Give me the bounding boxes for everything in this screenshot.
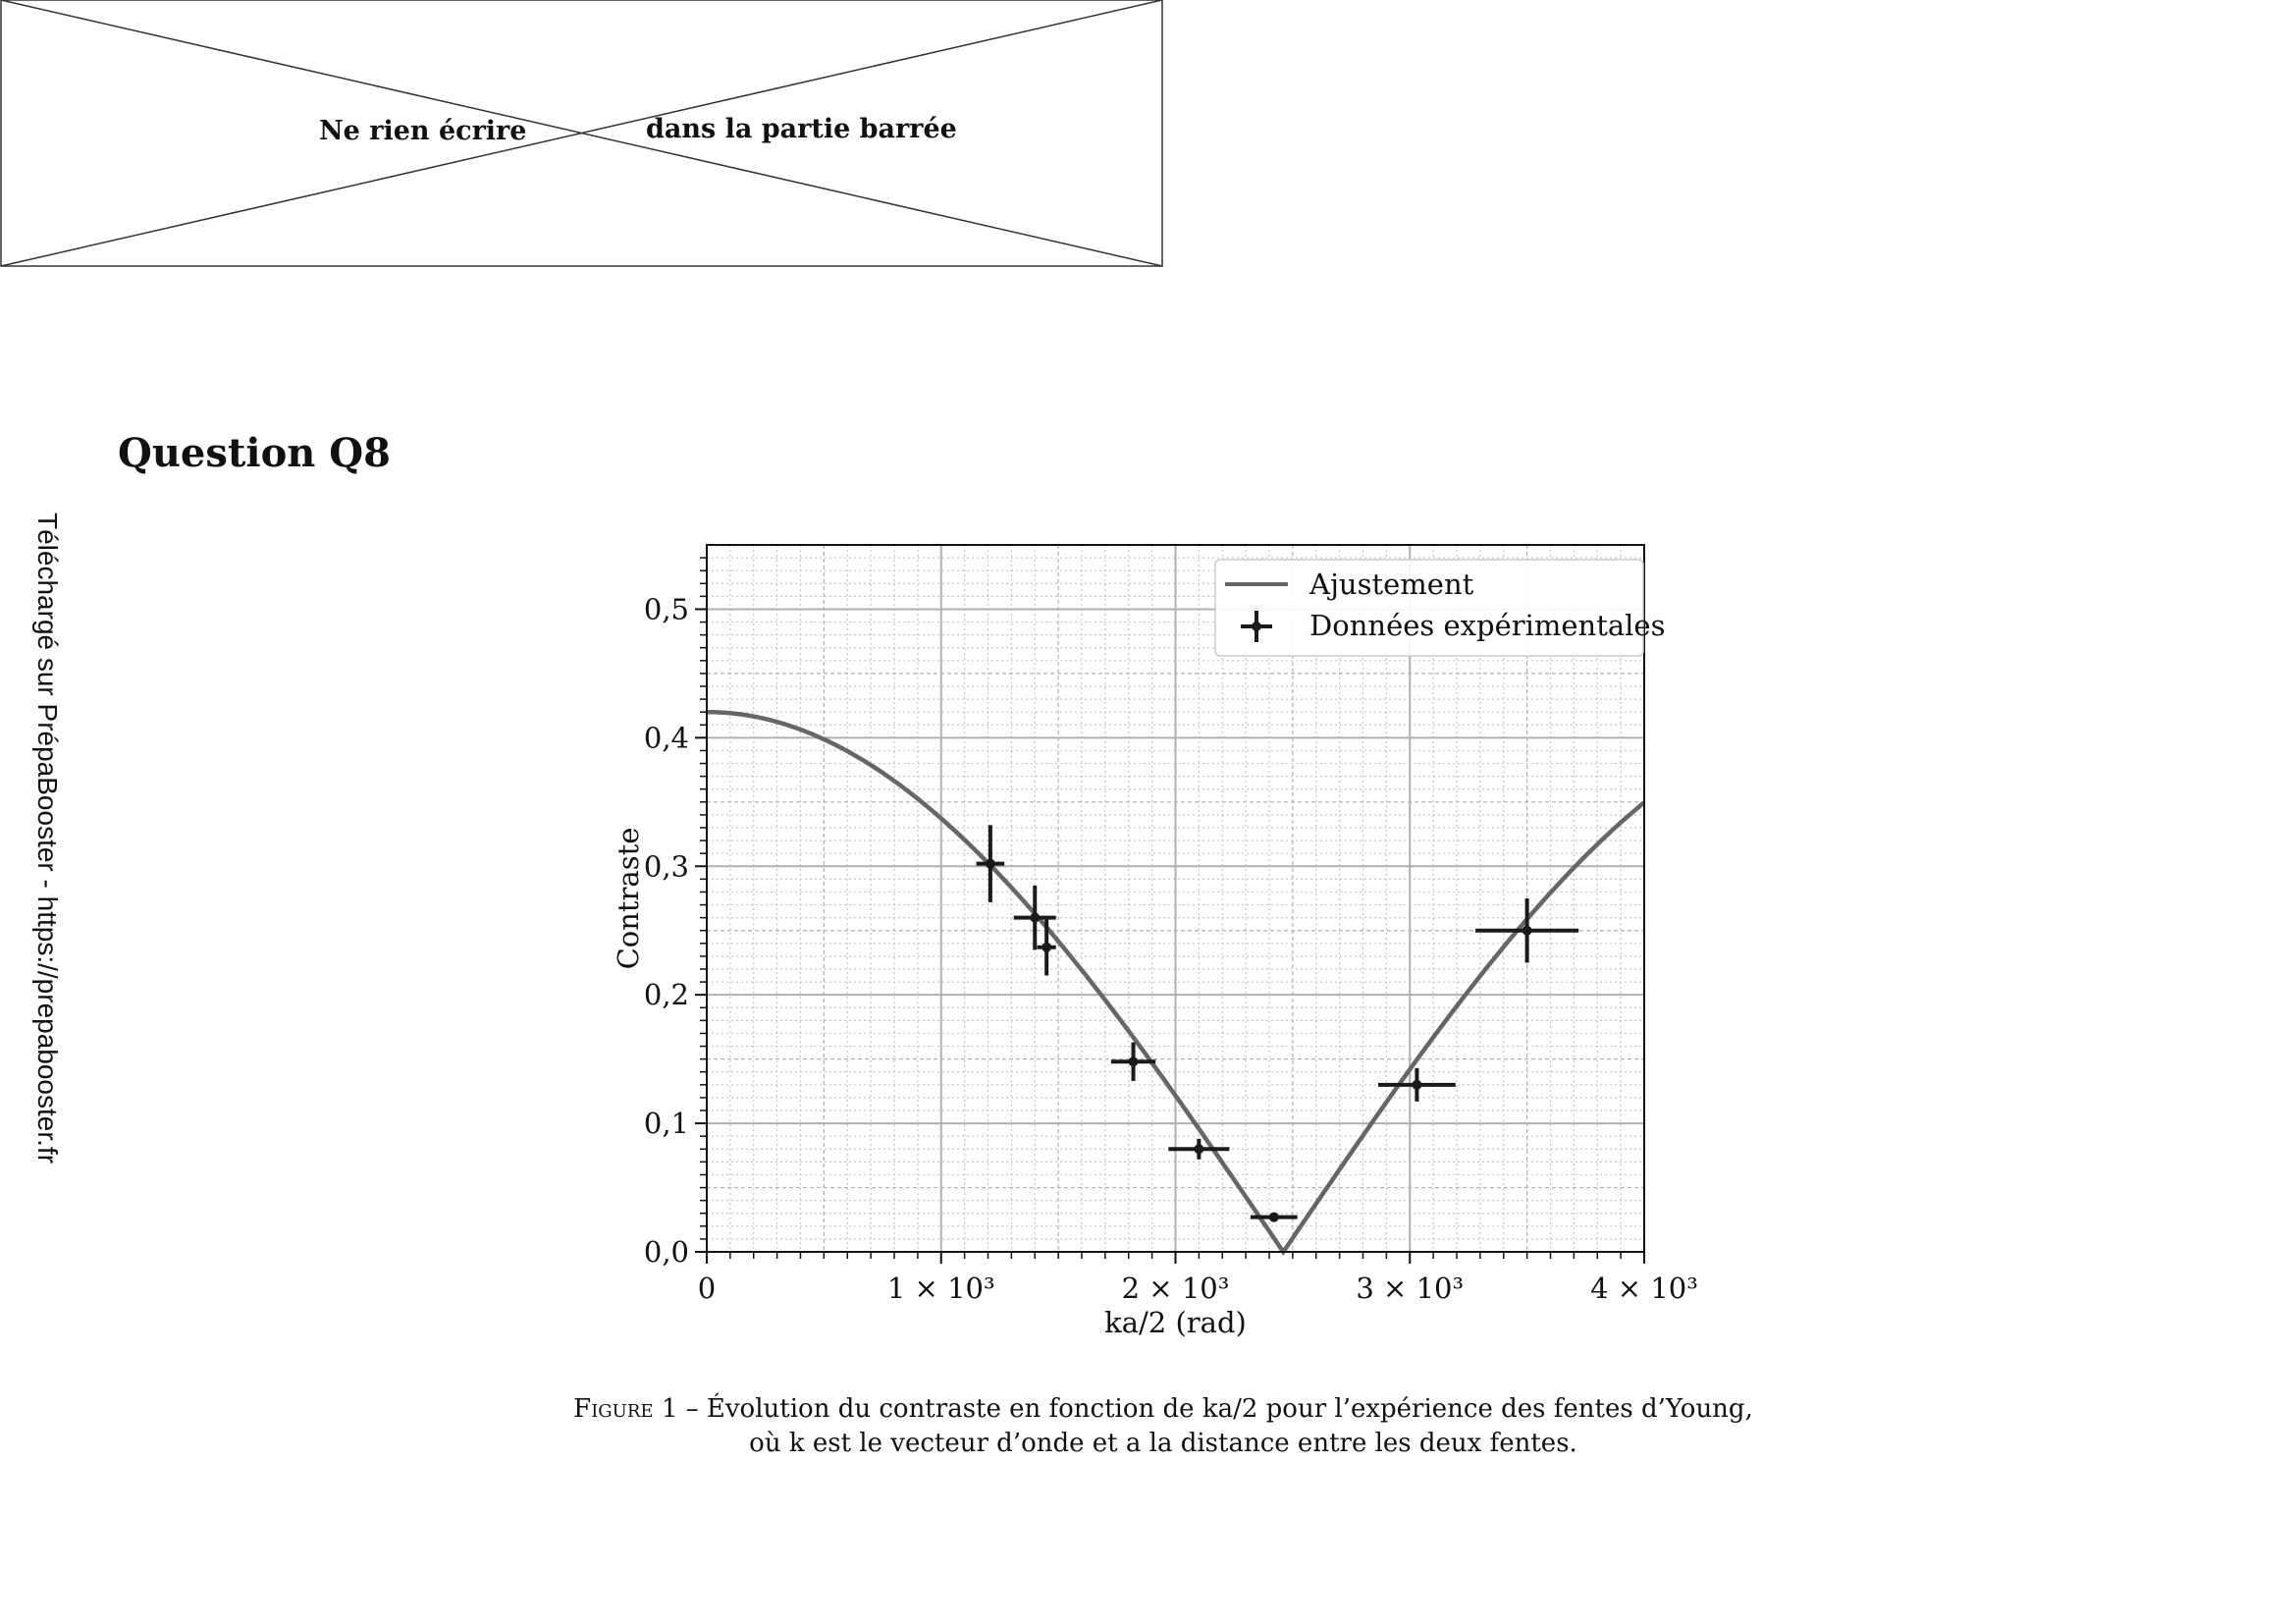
y-tick-label: 0,1: [643, 1107, 689, 1141]
point-marker: [1194, 1144, 1203, 1154]
point-marker: [1030, 913, 1040, 923]
y-tick-label: 0,5: [643, 592, 689, 626]
point-marker: [1269, 1213, 1279, 1222]
x-tick-label: 3 × 10³: [1356, 1272, 1465, 1305]
figure-caption: [530, 1392, 1796, 1461]
x-tick-label: 1 × 10³: [886, 1272, 995, 1305]
y-tick-label: 0,2: [643, 978, 689, 1012]
data-point: [1111, 1043, 1155, 1081]
point-marker: [1522, 926, 1532, 936]
caption-text-1: – Évolution du contraste en fonction de ka/2 pour l’expérience des fentes d’Young,: [677, 1394, 1753, 1424]
question-title: Question Q8: [118, 430, 391, 476]
x-axis-label: ka/2 (rad): [1104, 1306, 1247, 1339]
caption-line-1: [530, 1392, 1796, 1427]
y-tick-label: 0,3: [643, 849, 689, 884]
x-tick-label: 2 × 10³: [1121, 1272, 1230, 1305]
barred-zone: [0, 0, 1168, 275]
chart: [589, 530, 1728, 1345]
x-tick-label: 0: [697, 1272, 717, 1305]
side-watermark: Téléchargé sur PrépaBooster - https://prepabooster.fr: [32, 513, 63, 1164]
point-marker: [1412, 1080, 1421, 1090]
barred-text-left: Ne rien écrire: [319, 116, 527, 146]
caption-line-2: où k est le vecteur d’onde et a la distance entre les deux fentes.: [749, 1429, 1577, 1458]
legend-data-swatch-dot: [1252, 622, 1261, 631]
x-tick-label: 4 × 10³: [1590, 1272, 1698, 1305]
point-marker: [986, 859, 995, 869]
data-point: [1475, 898, 1578, 962]
y-tick-label: 0,0: [643, 1235, 689, 1269]
data-point: [977, 825, 1005, 902]
legend: [1215, 560, 1665, 656]
legend-fit-label: Ajustement: [1309, 568, 1474, 601]
y-tick-label: 0,4: [643, 721, 689, 755]
point-marker: [1129, 1056, 1139, 1066]
point-marker: [1041, 943, 1051, 952]
data-point: [1038, 919, 1056, 976]
data-series: [977, 825, 1579, 1221]
barred-text-right: dans la partie barrée: [646, 114, 957, 144]
caption-label: Figure 1: [573, 1394, 678, 1424]
y-axis-label: Contraste: [612, 827, 645, 970]
legend-data-label: Données expérimentales: [1309, 609, 1666, 642]
